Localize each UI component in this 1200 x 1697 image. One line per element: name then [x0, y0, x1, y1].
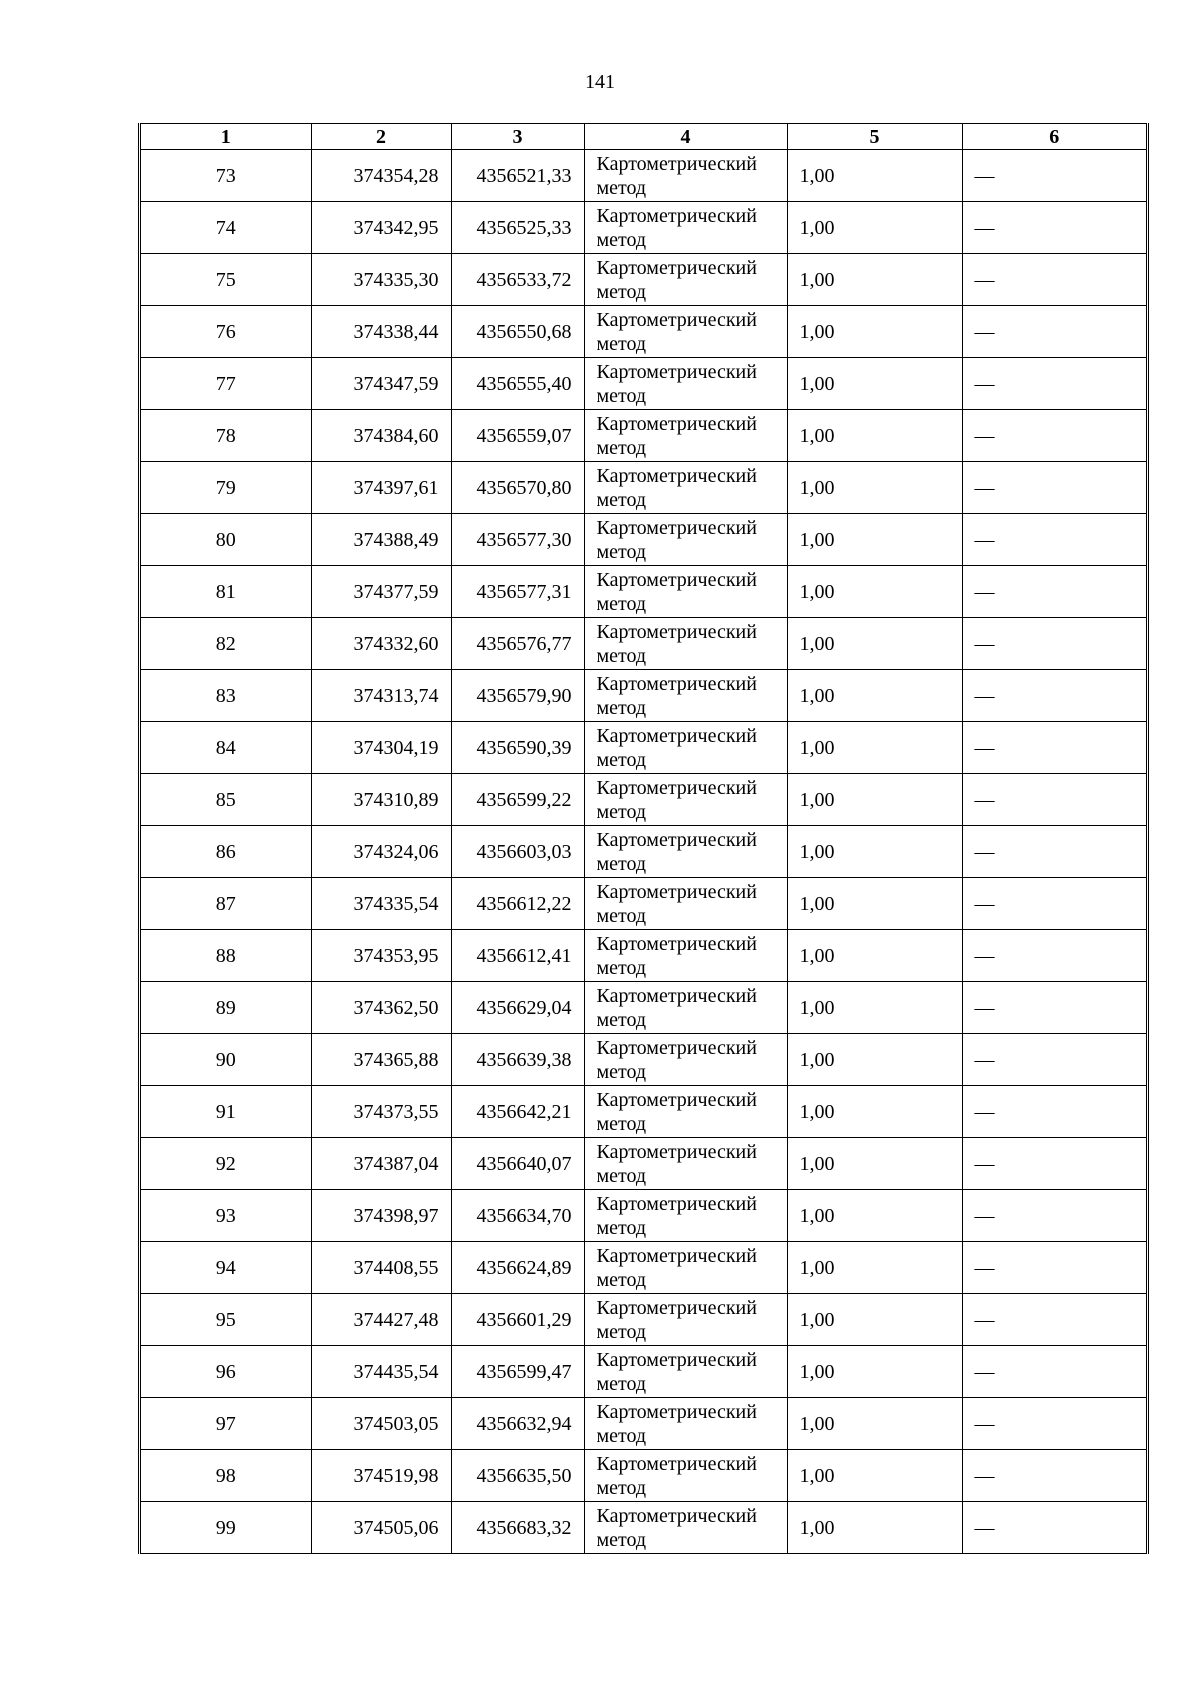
note-cell: —: [962, 1242, 1146, 1294]
method-cell: Картометрический метод: [584, 878, 787, 930]
page-number: 141: [585, 71, 615, 93]
note-cell: —: [962, 462, 1146, 514]
point-number-cell: 96: [141, 1346, 311, 1398]
y-coordinate-cell: 4356577,30: [451, 514, 584, 566]
table-row: [141, 306, 1146, 358]
accuracy-cell: 1,00: [787, 1242, 962, 1294]
header-col-1: 1: [141, 124, 311, 150]
header-col-5: 5: [787, 124, 962, 150]
method-cell: Картометрический метод: [584, 462, 787, 514]
y-coordinate-cell: 4356640,07: [451, 1138, 584, 1190]
table-row: [141, 826, 1146, 878]
x-coordinate-cell: 374332,60: [311, 618, 451, 670]
y-coordinate-cell: 4356550,68: [451, 306, 584, 358]
table-row: [141, 722, 1146, 774]
x-coordinate-cell: 374377,59: [311, 566, 451, 618]
point-number-cell: 79: [141, 462, 311, 514]
method-cell: Картометрический метод: [584, 618, 787, 670]
method-cell: Картометрический метод: [584, 514, 787, 566]
table-row: [141, 1138, 1146, 1190]
x-coordinate-cell: 374373,55: [311, 1086, 451, 1138]
x-coordinate-cell: 374503,05: [311, 1398, 451, 1450]
table-row: [141, 514, 1146, 566]
x-coordinate-cell: 374519,98: [311, 1450, 451, 1502]
accuracy-cell: 1,00: [787, 1190, 962, 1242]
method-cell: Картометрический метод: [584, 254, 787, 306]
y-coordinate-cell: 4356612,22: [451, 878, 584, 930]
x-coordinate-cell: 374338,44: [311, 306, 451, 358]
y-coordinate-cell: 4356533,72: [451, 254, 584, 306]
method-cell: Картометрический метод: [584, 826, 787, 878]
y-coordinate-cell: 4356629,04: [451, 982, 584, 1034]
header-col-4: 4: [584, 124, 787, 150]
note-cell: —: [962, 774, 1146, 826]
note-cell: —: [962, 1190, 1146, 1242]
x-coordinate-cell: 374342,95: [311, 202, 451, 254]
note-cell: —: [962, 1346, 1146, 1398]
accuracy-cell: 1,00: [787, 878, 962, 930]
point-number-cell: 81: [141, 566, 311, 618]
point-number-cell: 91: [141, 1086, 311, 1138]
y-coordinate-cell: 4356555,40: [451, 358, 584, 410]
method-cell: Картометрический метод: [584, 1346, 787, 1398]
accuracy-cell: 1,00: [787, 982, 962, 1034]
table-row: [141, 982, 1146, 1034]
method-cell: Картометрический метод: [584, 774, 787, 826]
y-coordinate-cell: 4356570,80: [451, 462, 584, 514]
method-cell: Картометрический метод: [584, 358, 787, 410]
table-row: [141, 1398, 1146, 1450]
note-cell: —: [962, 254, 1146, 306]
y-coordinate-cell: 4356559,07: [451, 410, 584, 462]
point-number-cell: 89: [141, 982, 311, 1034]
table-row: [141, 410, 1146, 462]
point-number-cell: 76: [141, 306, 311, 358]
y-coordinate-cell: 4356642,21: [451, 1086, 584, 1138]
point-number-cell: 74: [141, 202, 311, 254]
table-body: [141, 150, 1146, 1554]
accuracy-cell: 1,00: [787, 514, 962, 566]
x-coordinate-cell: 374388,49: [311, 514, 451, 566]
accuracy-cell: 1,00: [787, 462, 962, 514]
method-cell: Картометрический метод: [584, 1034, 787, 1086]
x-coordinate-cell: 374347,59: [311, 358, 451, 410]
accuracy-cell: 1,00: [787, 1502, 962, 1554]
y-coordinate-cell: 4356590,39: [451, 722, 584, 774]
coordinates-table: [141, 123, 1146, 1554]
method-cell: Картометрический метод: [584, 566, 787, 618]
x-coordinate-cell: 374313,74: [311, 670, 451, 722]
coordinates-table-wrap: [138, 123, 1149, 1554]
note-cell: —: [962, 306, 1146, 358]
table-row: [141, 1502, 1146, 1554]
table-row: [141, 462, 1146, 514]
note-cell: —: [962, 1502, 1146, 1554]
method-cell: Картометрический метод: [584, 202, 787, 254]
accuracy-cell: 1,00: [787, 254, 962, 306]
point-number-cell: 77: [141, 358, 311, 410]
point-number-cell: 85: [141, 774, 311, 826]
table-row: [141, 1294, 1146, 1346]
method-cell: Картометрический метод: [584, 1450, 787, 1502]
x-coordinate-cell: 374435,54: [311, 1346, 451, 1398]
y-coordinate-cell: 4356632,94: [451, 1398, 584, 1450]
table-row: [141, 566, 1146, 618]
accuracy-cell: 1,00: [787, 930, 962, 982]
table-row: [141, 878, 1146, 930]
method-cell: Картометрический метод: [584, 1190, 787, 1242]
accuracy-cell: 1,00: [787, 150, 962, 202]
table-row: [141, 254, 1146, 306]
method-cell: Картометрический метод: [584, 1294, 787, 1346]
y-coordinate-cell: 4356525,33: [451, 202, 584, 254]
method-cell: Картометрический метод: [584, 670, 787, 722]
table-row: [141, 618, 1146, 670]
method-cell: Картометрический метод: [584, 930, 787, 982]
x-coordinate-cell: 374362,50: [311, 982, 451, 1034]
y-coordinate-cell: 4356576,77: [451, 618, 584, 670]
y-coordinate-cell: 4356599,47: [451, 1346, 584, 1398]
x-coordinate-cell: 374427,48: [311, 1294, 451, 1346]
point-number-cell: 80: [141, 514, 311, 566]
method-cell: Картометрический метод: [584, 1138, 787, 1190]
y-coordinate-cell: 4356579,90: [451, 670, 584, 722]
table-header-row: [141, 124, 1146, 150]
note-cell: —: [962, 1138, 1146, 1190]
accuracy-cell: 1,00: [787, 826, 962, 878]
y-coordinate-cell: 4356603,03: [451, 826, 584, 878]
point-number-cell: 95: [141, 1294, 311, 1346]
note-cell: —: [962, 358, 1146, 410]
table-row: [141, 774, 1146, 826]
point-number-cell: 97: [141, 1398, 311, 1450]
point-number-cell: 93: [141, 1190, 311, 1242]
accuracy-cell: 1,00: [787, 202, 962, 254]
accuracy-cell: 1,00: [787, 566, 962, 618]
method-cell: Картометрический метод: [584, 1398, 787, 1450]
method-cell: Картометрический метод: [584, 722, 787, 774]
y-coordinate-cell: 4356634,70: [451, 1190, 584, 1242]
point-number-cell: 92: [141, 1138, 311, 1190]
method-cell: Картометрический метод: [584, 982, 787, 1034]
note-cell: —: [962, 566, 1146, 618]
table-row: [141, 1190, 1146, 1242]
x-coordinate-cell: 374397,61: [311, 462, 451, 514]
point-number-cell: 99: [141, 1502, 311, 1554]
method-cell: Картометрический метод: [584, 150, 787, 202]
point-number-cell: 87: [141, 878, 311, 930]
point-number-cell: 83: [141, 670, 311, 722]
x-coordinate-cell: 374384,60: [311, 410, 451, 462]
note-cell: —: [962, 1294, 1146, 1346]
y-coordinate-cell: 4356639,38: [451, 1034, 584, 1086]
table-row: [141, 1450, 1146, 1502]
accuracy-cell: 1,00: [787, 1086, 962, 1138]
accuracy-cell: 1,00: [787, 1398, 962, 1450]
point-number-cell: 82: [141, 618, 311, 670]
method-cell: Картометрический метод: [584, 1502, 787, 1554]
table-row: [141, 670, 1146, 722]
accuracy-cell: 1,00: [787, 618, 962, 670]
point-number-cell: 84: [141, 722, 311, 774]
x-coordinate-cell: 374310,89: [311, 774, 451, 826]
x-coordinate-cell: 374408,55: [311, 1242, 451, 1294]
note-cell: —: [962, 982, 1146, 1034]
x-coordinate-cell: 374398,97: [311, 1190, 451, 1242]
table-row: [141, 1346, 1146, 1398]
point-number-cell: 90: [141, 1034, 311, 1086]
method-cell: Картометрический метод: [584, 306, 787, 358]
y-coordinate-cell: 4356521,33: [451, 150, 584, 202]
note-cell: —: [962, 1086, 1146, 1138]
note-cell: —: [962, 1450, 1146, 1502]
note-cell: —: [962, 618, 1146, 670]
x-coordinate-cell: 374353,95: [311, 930, 451, 982]
x-coordinate-cell: 374335,54: [311, 878, 451, 930]
x-coordinate-cell: 374365,88: [311, 1034, 451, 1086]
table-row: [141, 1242, 1146, 1294]
point-number-cell: 75: [141, 254, 311, 306]
point-number-cell: 88: [141, 930, 311, 982]
accuracy-cell: 1,00: [787, 722, 962, 774]
note-cell: —: [962, 410, 1146, 462]
point-number-cell: 73: [141, 150, 311, 202]
x-coordinate-cell: 374335,30: [311, 254, 451, 306]
y-coordinate-cell: 4356624,89: [451, 1242, 584, 1294]
y-coordinate-cell: 4356635,50: [451, 1450, 584, 1502]
accuracy-cell: 1,00: [787, 1034, 962, 1086]
accuracy-cell: 1,00: [787, 1346, 962, 1398]
note-cell: —: [962, 722, 1146, 774]
accuracy-cell: 1,00: [787, 358, 962, 410]
note-cell: —: [962, 1398, 1146, 1450]
accuracy-cell: 1,00: [787, 306, 962, 358]
accuracy-cell: 1,00: [787, 1138, 962, 1190]
method-cell: Картометрический метод: [584, 1242, 787, 1294]
table-row: [141, 358, 1146, 410]
note-cell: —: [962, 670, 1146, 722]
note-cell: —: [962, 202, 1146, 254]
table-row: [141, 1086, 1146, 1138]
x-coordinate-cell: 374505,06: [311, 1502, 451, 1554]
accuracy-cell: 1,00: [787, 1294, 962, 1346]
point-number-cell: 78: [141, 410, 311, 462]
point-number-cell: 94: [141, 1242, 311, 1294]
table-row: [141, 930, 1146, 982]
y-coordinate-cell: 4356577,31: [451, 566, 584, 618]
y-coordinate-cell: 4356601,29: [451, 1294, 584, 1346]
accuracy-cell: 1,00: [787, 774, 962, 826]
header-col-3: 3: [451, 124, 584, 150]
method-cell: Картометрический метод: [584, 1086, 787, 1138]
y-coordinate-cell: 4356599,22: [451, 774, 584, 826]
note-cell: —: [962, 1034, 1146, 1086]
note-cell: —: [962, 930, 1146, 982]
note-cell: —: [962, 826, 1146, 878]
note-cell: —: [962, 150, 1146, 202]
x-coordinate-cell: 374387,04: [311, 1138, 451, 1190]
table-row: [141, 150, 1146, 202]
x-coordinate-cell: 374354,28: [311, 150, 451, 202]
x-coordinate-cell: 374304,19: [311, 722, 451, 774]
point-number-cell: 98: [141, 1450, 311, 1502]
header-col-6: 6: [962, 124, 1146, 150]
method-cell: Картометрический метод: [584, 410, 787, 462]
accuracy-cell: 1,00: [787, 1450, 962, 1502]
header-col-2: 2: [311, 124, 451, 150]
table-row: [141, 202, 1146, 254]
y-coordinate-cell: 4356683,32: [451, 1502, 584, 1554]
accuracy-cell: 1,00: [787, 410, 962, 462]
note-cell: —: [962, 514, 1146, 566]
table-row: [141, 1034, 1146, 1086]
point-number-cell: 86: [141, 826, 311, 878]
y-coordinate-cell: 4356612,41: [451, 930, 584, 982]
note-cell: —: [962, 878, 1146, 930]
x-coordinate-cell: 374324,06: [311, 826, 451, 878]
accuracy-cell: 1,00: [787, 670, 962, 722]
